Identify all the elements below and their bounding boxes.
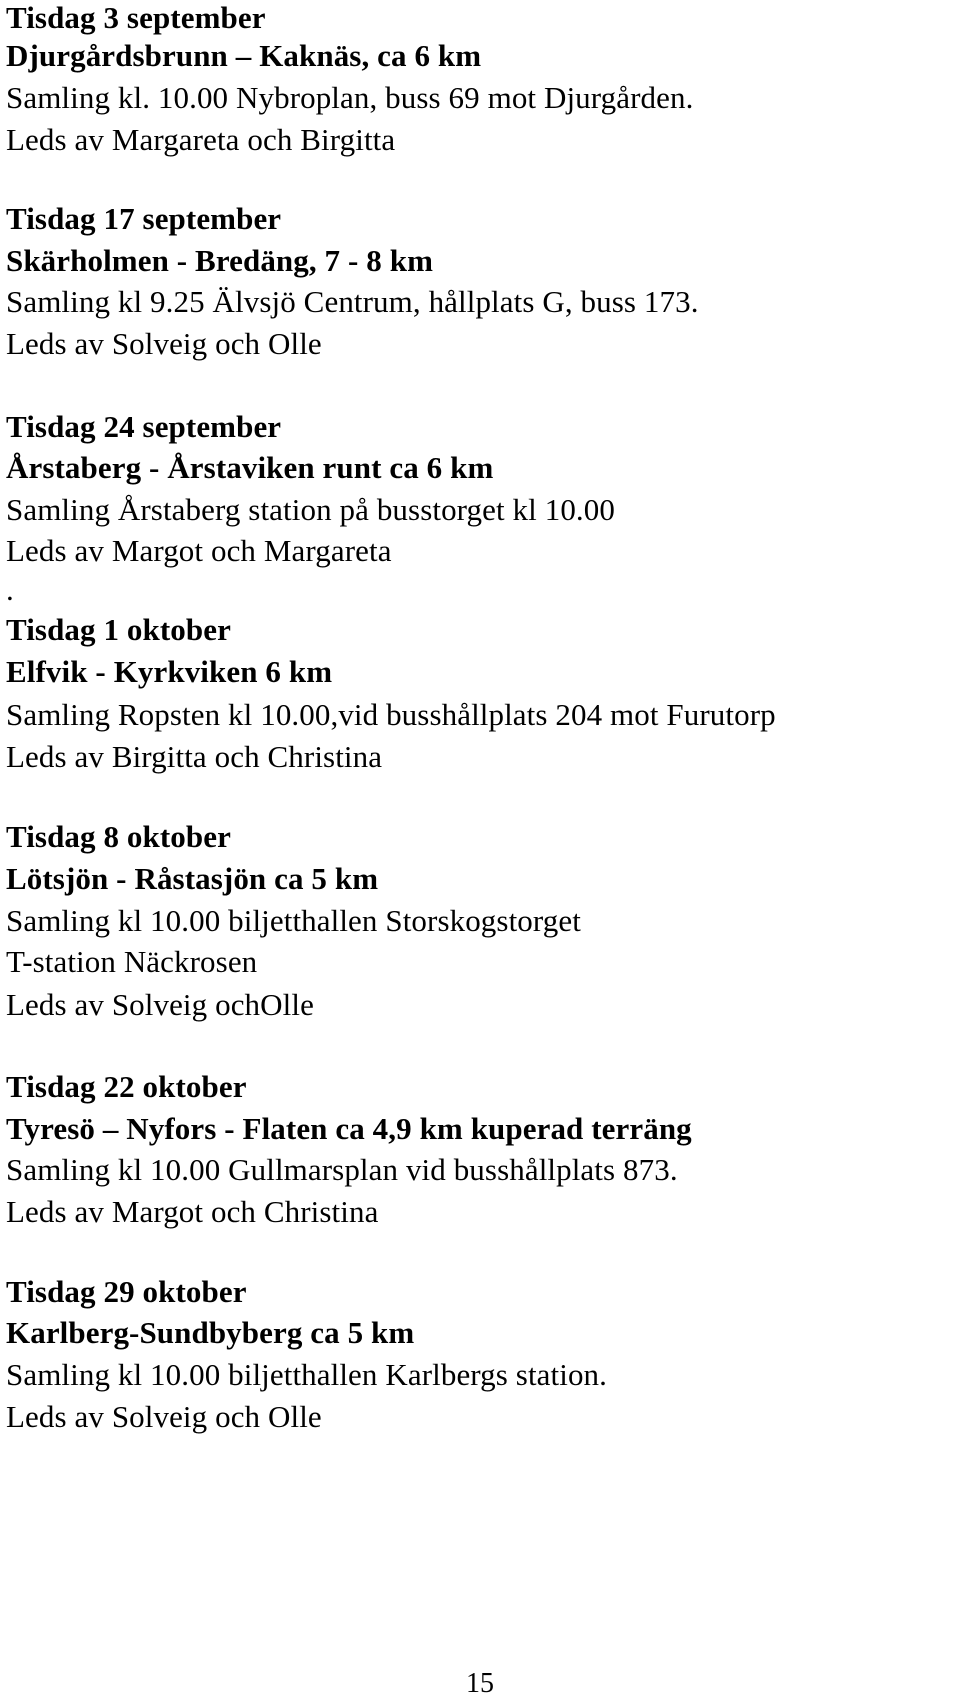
entry-7-leaders: Leds av Solveig och Olle <box>6 1399 322 1434</box>
entry-5-route: Lötsjön - Råstasjön ca 5 km <box>6 861 379 896</box>
entry-1-leaders: Leds av Margareta och Birgitta <box>6 122 396 157</box>
entry-1-meeting: Samling kl. 10.00 Nybroplan, buss 69 mot Djurgården. <box>6 80 694 115</box>
entry-5-leaders: Leds av Solveig ochOlle <box>6 987 314 1022</box>
entry-4-leaders: Leds av Birgitta och Christina <box>6 739 383 774</box>
entry-separator: . <box>6 572 14 607</box>
entry-3-leaders: Leds av Margot och Margareta <box>6 533 392 568</box>
entry-3-route: Årstaberg - Årstaviken runt ca 6 km <box>6 450 494 485</box>
entry-5-meeting: Samling kl 10.00 biljetthallen Storskogstorget <box>6 903 581 938</box>
entry-5-date: Tisdag 8 oktober <box>6 819 231 854</box>
entry-6-leaders: Leds av Margot och Christina <box>6 1194 379 1229</box>
entry-2-meeting: Samling kl 9.25 Älvsjö Centrum, hållplats G, buss 173. <box>6 284 699 319</box>
entry-7-meeting: Samling kl 10.00 biljetthallen Karlbergs station. <box>6 1357 607 1392</box>
entry-3-meeting: Samling Årstaberg station på busstorget kl 10.00 <box>6 492 615 527</box>
entry-4-route: Elfvik - Kyrkviken 6 km <box>6 654 333 689</box>
entry-5-meeting-2: T-station Näckrosen <box>6 944 258 979</box>
entry-1-date: Tisdag 3 september <box>6 0 266 35</box>
entry-1-route: Djurgårdsbrunn – Kaknäs, ca 6 km <box>6 38 482 73</box>
entry-7-date: Tisdag 29 oktober <box>6 1274 247 1309</box>
entry-2-route: Skärholmen - Bredäng, 7 - 8 km <box>6 243 433 278</box>
entry-6-date: Tisdag 22 oktober <box>6 1069 247 1104</box>
entry-2-date: Tisdag 17 september <box>6 201 282 236</box>
entry-2-leaders: Leds av Solveig och Olle <box>6 326 322 361</box>
entry-6-meeting: Samling kl 10.00 Gullmarsplan vid busshållplats 873. <box>6 1152 678 1187</box>
entry-4-date: Tisdag 1 oktober <box>6 612 231 647</box>
entry-6-route: Tyresö – Nyfors - Flaten ca 4,9 km kuperad terräng <box>6 1111 692 1146</box>
entry-4-meeting: Samling Ropsten kl 10.00,vid busshållplats 204 mot Furutorp <box>6 697 776 732</box>
page-number: 15 <box>466 1668 494 1699</box>
entry-7-route: Karlberg-Sundbyberg ca 5 km <box>6 1315 415 1350</box>
entry-3-date: Tisdag 24 september <box>6 409 282 444</box>
